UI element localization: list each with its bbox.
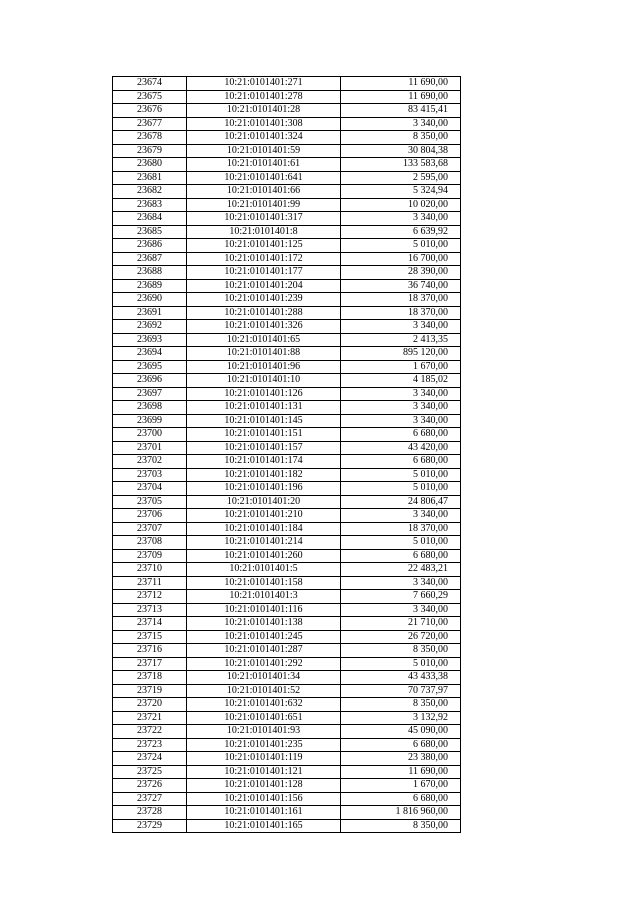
- value-cell: 7 660,29: [341, 590, 461, 604]
- row-number-cell: 23704: [113, 482, 187, 496]
- cadastral-number-cell: 10:21:0101401:651: [187, 711, 341, 725]
- cadastral-number-cell: 10:21:0101401:182: [187, 468, 341, 482]
- cadastral-number-cell: 10:21:0101401:5: [187, 563, 341, 577]
- cadastral-number-cell: 10:21:0101401:235: [187, 738, 341, 752]
- cadastral-number-cell: 10:21:0101401:641: [187, 171, 341, 185]
- value-cell: 5 010,00: [341, 239, 461, 253]
- value-cell: 43 420,00: [341, 441, 461, 455]
- row-number-cell: 23702: [113, 455, 187, 469]
- row-number-cell: 23705: [113, 495, 187, 509]
- table-row: [113, 644, 461, 658]
- cadastral-number-cell: 10:21:0101401:278: [187, 90, 341, 104]
- value-cell: 24 806,47: [341, 495, 461, 509]
- row-number-cell: 23676: [113, 104, 187, 118]
- table-row: [113, 171, 461, 185]
- table-body: [113, 77, 461, 833]
- value-cell: 3 340,00: [341, 603, 461, 617]
- value-cell: 83 415,41: [341, 104, 461, 118]
- row-number-cell: 23688: [113, 266, 187, 280]
- table-row: [113, 239, 461, 253]
- cadastral-number-cell: 10:21:0101401:271: [187, 77, 341, 91]
- row-number-cell: 23685: [113, 225, 187, 239]
- cadastral-number-cell: 10:21:0101401:20: [187, 495, 341, 509]
- table-row: [113, 414, 461, 428]
- value-cell: 1 670,00: [341, 779, 461, 793]
- cadastral-number-cell: 10:21:0101401:288: [187, 306, 341, 320]
- table-row: [113, 225, 461, 239]
- table-row: [113, 536, 461, 550]
- cadastral-number-cell: 10:21:0101401:632: [187, 698, 341, 712]
- row-number-cell: 23679: [113, 144, 187, 158]
- value-cell: 1 670,00: [341, 360, 461, 374]
- table-row: [113, 792, 461, 806]
- table-row: [113, 630, 461, 644]
- cadastral-number-cell: 10:21:0101401:88: [187, 347, 341, 361]
- table-row: [113, 671, 461, 685]
- table-row: [113, 617, 461, 631]
- row-number-cell: 23697: [113, 387, 187, 401]
- value-cell: 3 340,00: [341, 320, 461, 334]
- value-cell: 3 340,00: [341, 387, 461, 401]
- cadastral-number-cell: 10:21:0101401:308: [187, 117, 341, 131]
- value-cell: 45 090,00: [341, 725, 461, 739]
- cadastral-number-cell: 10:21:0101401:96: [187, 360, 341, 374]
- row-number-cell: 23711: [113, 576, 187, 590]
- table-row: [113, 320, 461, 334]
- value-cell: 8 350,00: [341, 131, 461, 145]
- table-row: [113, 428, 461, 442]
- table-row: [113, 212, 461, 226]
- table-row: [113, 266, 461, 280]
- cadastral-number-cell: 10:21:0101401:121: [187, 765, 341, 779]
- table-row: [113, 374, 461, 388]
- value-cell: 36 740,00: [341, 279, 461, 293]
- value-cell: 18 370,00: [341, 293, 461, 307]
- value-cell: 133 583,68: [341, 158, 461, 172]
- value-cell: 5 010,00: [341, 468, 461, 482]
- value-cell: 22 483,21: [341, 563, 461, 577]
- cadastral-number-cell: 10:21:0101401:161: [187, 806, 341, 820]
- cadastral-number-cell: 10:21:0101401:177: [187, 266, 341, 280]
- row-number-cell: 23684: [113, 212, 187, 226]
- row-number-cell: 23674: [113, 77, 187, 91]
- cadastral-number-cell: 10:21:0101401:145: [187, 414, 341, 428]
- row-number-cell: 23727: [113, 792, 187, 806]
- value-cell: 3 340,00: [341, 576, 461, 590]
- table-row: [113, 401, 461, 415]
- row-number-cell: 23696: [113, 374, 187, 388]
- cadastral-number-cell: 10:21:0101401:260: [187, 549, 341, 563]
- row-number-cell: 23728: [113, 806, 187, 820]
- table-row: [113, 819, 461, 833]
- table-row: [113, 279, 461, 293]
- row-number-cell: 23677: [113, 117, 187, 131]
- row-number-cell: 23703: [113, 468, 187, 482]
- row-number-cell: 23726: [113, 779, 187, 793]
- value-cell: 6 680,00: [341, 428, 461, 442]
- cadastral-number-cell: 10:21:0101401:116: [187, 603, 341, 617]
- cadastral-number-cell: 10:21:0101401:287: [187, 644, 341, 658]
- row-number-cell: 23714: [113, 617, 187, 631]
- cadastral-number-cell: 10:21:0101401:151: [187, 428, 341, 442]
- table-row: [113, 441, 461, 455]
- table-row: [113, 117, 461, 131]
- cadastral-number-cell: 10:21:0101401:28: [187, 104, 341, 118]
- table-row: [113, 455, 461, 469]
- cadastral-number-cell: 10:21:0101401:317: [187, 212, 341, 226]
- cadastral-number-cell: 10:21:0101401:128: [187, 779, 341, 793]
- value-cell: 5 010,00: [341, 657, 461, 671]
- value-cell: 3 340,00: [341, 212, 461, 226]
- cadastral-number-cell: 10:21:0101401:93: [187, 725, 341, 739]
- cadastral-number-cell: 10:21:0101401:158: [187, 576, 341, 590]
- table-row: [113, 698, 461, 712]
- value-cell: 6 680,00: [341, 549, 461, 563]
- row-number-cell: 23722: [113, 725, 187, 739]
- cadastral-number-cell: 10:21:0101401:138: [187, 617, 341, 631]
- value-cell: 6 680,00: [341, 738, 461, 752]
- table-row: [113, 158, 461, 172]
- value-cell: 1 816 960,00: [341, 806, 461, 820]
- value-cell: 4 185,02: [341, 374, 461, 388]
- cadastral-number-cell: 10:21:0101401:214: [187, 536, 341, 550]
- table-row: [113, 738, 461, 752]
- table-row: [113, 347, 461, 361]
- table-row: [113, 563, 461, 577]
- value-cell: 23 380,00: [341, 752, 461, 766]
- value-cell: 11 690,00: [341, 77, 461, 91]
- table-row: [113, 684, 461, 698]
- row-number-cell: 23721: [113, 711, 187, 725]
- row-number-cell: 23683: [113, 198, 187, 212]
- row-number-cell: 23723: [113, 738, 187, 752]
- value-cell: 30 804,38: [341, 144, 461, 158]
- row-number-cell: 23686: [113, 239, 187, 253]
- table-row: [113, 509, 461, 523]
- cadastral-number-cell: 10:21:0101401:157: [187, 441, 341, 455]
- table-row: [113, 468, 461, 482]
- cadastral-number-cell: 10:21:0101401:99: [187, 198, 341, 212]
- cadastral-number-cell: 10:21:0101401:324: [187, 131, 341, 145]
- value-cell: 895 120,00: [341, 347, 461, 361]
- value-cell: 6 639,92: [341, 225, 461, 239]
- value-cell: 18 370,00: [341, 306, 461, 320]
- row-number-cell: 23706: [113, 509, 187, 523]
- value-cell: 3 340,00: [341, 401, 461, 415]
- table-row: [113, 185, 461, 199]
- value-cell: 21 710,00: [341, 617, 461, 631]
- cadastral-number-cell: 10:21:0101401:165: [187, 819, 341, 833]
- row-number-cell: 23698: [113, 401, 187, 415]
- cadastral-number-cell: 10:21:0101401:34: [187, 671, 341, 685]
- row-number-cell: 23701: [113, 441, 187, 455]
- table-row: [113, 522, 461, 536]
- table-row: [113, 104, 461, 118]
- cadastral-number-cell: 10:21:0101401:184: [187, 522, 341, 536]
- row-number-cell: 23729: [113, 819, 187, 833]
- value-cell: 8 350,00: [341, 698, 461, 712]
- row-number-cell: 23699: [113, 414, 187, 428]
- row-number-cell: 23700: [113, 428, 187, 442]
- value-cell: 8 350,00: [341, 644, 461, 658]
- value-cell: 5 324,94: [341, 185, 461, 199]
- table-row: [113, 482, 461, 496]
- table-row: [113, 752, 461, 766]
- row-number-cell: 23692: [113, 320, 187, 334]
- data-table: [112, 76, 461, 833]
- row-number-cell: 23681: [113, 171, 187, 185]
- row-number-cell: 23695: [113, 360, 187, 374]
- cadastral-number-cell: 10:21:0101401:126: [187, 387, 341, 401]
- table-row: [113, 306, 461, 320]
- cadastral-number-cell: 10:21:0101401:326: [187, 320, 341, 334]
- value-cell: 3 340,00: [341, 117, 461, 131]
- row-number-cell: 23710: [113, 563, 187, 577]
- row-number-cell: 23693: [113, 333, 187, 347]
- cadastral-number-cell: 10:21:0101401:174: [187, 455, 341, 469]
- cadastral-number-cell: 10:21:0101401:131: [187, 401, 341, 415]
- row-number-cell: 23689: [113, 279, 187, 293]
- row-number-cell: 23682: [113, 185, 187, 199]
- table-row: [113, 360, 461, 374]
- value-cell: 16 700,00: [341, 252, 461, 266]
- table-row: [113, 725, 461, 739]
- value-cell: 2 595,00: [341, 171, 461, 185]
- row-number-cell: 23691: [113, 306, 187, 320]
- value-cell: 8 350,00: [341, 819, 461, 833]
- row-number-cell: 23707: [113, 522, 187, 536]
- row-number-cell: 23687: [113, 252, 187, 266]
- table-row: [113, 131, 461, 145]
- cadastral-number-cell: 10:21:0101401:61: [187, 158, 341, 172]
- cadastral-number-cell: 10:21:0101401:210: [187, 509, 341, 523]
- table-row: [113, 711, 461, 725]
- row-number-cell: 23716: [113, 644, 187, 658]
- cadastral-number-cell: 10:21:0101401:245: [187, 630, 341, 644]
- value-cell: 3 340,00: [341, 414, 461, 428]
- row-number-cell: 23694: [113, 347, 187, 361]
- row-number-cell: 23724: [113, 752, 187, 766]
- cadastral-number-cell: 10:21:0101401:59: [187, 144, 341, 158]
- table-row: [113, 657, 461, 671]
- row-number-cell: 23715: [113, 630, 187, 644]
- cadastral-number-cell: 10:21:0101401:125: [187, 239, 341, 253]
- value-cell: 6 680,00: [341, 792, 461, 806]
- cadastral-number-cell: 10:21:0101401:172: [187, 252, 341, 266]
- row-number-cell: 23717: [113, 657, 187, 671]
- value-cell: 26 720,00: [341, 630, 461, 644]
- row-number-cell: 23675: [113, 90, 187, 104]
- table-row: [113, 765, 461, 779]
- table-row: [113, 77, 461, 91]
- cadastral-number-cell: 10:21:0101401:8: [187, 225, 341, 239]
- value-cell: 3 340,00: [341, 509, 461, 523]
- cadastral-number-cell: 10:21:0101401:52: [187, 684, 341, 698]
- value-cell: 11 690,00: [341, 765, 461, 779]
- cadastral-number-cell: 10:21:0101401:204: [187, 279, 341, 293]
- table-row: [113, 495, 461, 509]
- cadastral-number-cell: 10:21:0101401:156: [187, 792, 341, 806]
- row-number-cell: 23713: [113, 603, 187, 617]
- value-cell: 18 370,00: [341, 522, 461, 536]
- cadastral-number-cell: 10:21:0101401:119: [187, 752, 341, 766]
- value-cell: 28 390,00: [341, 266, 461, 280]
- table-row: [113, 387, 461, 401]
- table-row: [113, 806, 461, 820]
- table-row: [113, 293, 461, 307]
- table-row: [113, 90, 461, 104]
- cadastral-number-cell: 10:21:0101401:10: [187, 374, 341, 388]
- table-row: [113, 333, 461, 347]
- row-number-cell: 23718: [113, 671, 187, 685]
- table-row: [113, 144, 461, 158]
- value-cell: 6 680,00: [341, 455, 461, 469]
- table-row: [113, 198, 461, 212]
- row-number-cell: 23712: [113, 590, 187, 604]
- cadastral-number-cell: 10:21:0101401:239: [187, 293, 341, 307]
- value-cell: 70 737,97: [341, 684, 461, 698]
- row-number-cell: 23720: [113, 698, 187, 712]
- row-number-cell: 23719: [113, 684, 187, 698]
- row-number-cell: 23680: [113, 158, 187, 172]
- cadastral-number-cell: 10:21:0101401:3: [187, 590, 341, 604]
- row-number-cell: 23709: [113, 549, 187, 563]
- cadastral-number-cell: 10:21:0101401:196: [187, 482, 341, 496]
- row-number-cell: 23708: [113, 536, 187, 550]
- value-cell: 3 132,92: [341, 711, 461, 725]
- row-number-cell: 23690: [113, 293, 187, 307]
- cadastral-number-cell: 10:21:0101401:65: [187, 333, 341, 347]
- value-cell: 2 413,35: [341, 333, 461, 347]
- table-row: [113, 603, 461, 617]
- table-row: [113, 576, 461, 590]
- row-number-cell: 23725: [113, 765, 187, 779]
- row-number-cell: 23678: [113, 131, 187, 145]
- value-cell: 10 020,00: [341, 198, 461, 212]
- table-row: [113, 549, 461, 563]
- table-row: [113, 252, 461, 266]
- value-cell: 5 010,00: [341, 482, 461, 496]
- value-cell: 43 433,38: [341, 671, 461, 685]
- table-row: [113, 779, 461, 793]
- cadastral-number-cell: 10:21:0101401:292: [187, 657, 341, 671]
- value-cell: 11 690,00: [341, 90, 461, 104]
- value-cell: 5 010,00: [341, 536, 461, 550]
- table-row: [113, 590, 461, 604]
- cadastral-number-cell: 10:21:0101401:66: [187, 185, 341, 199]
